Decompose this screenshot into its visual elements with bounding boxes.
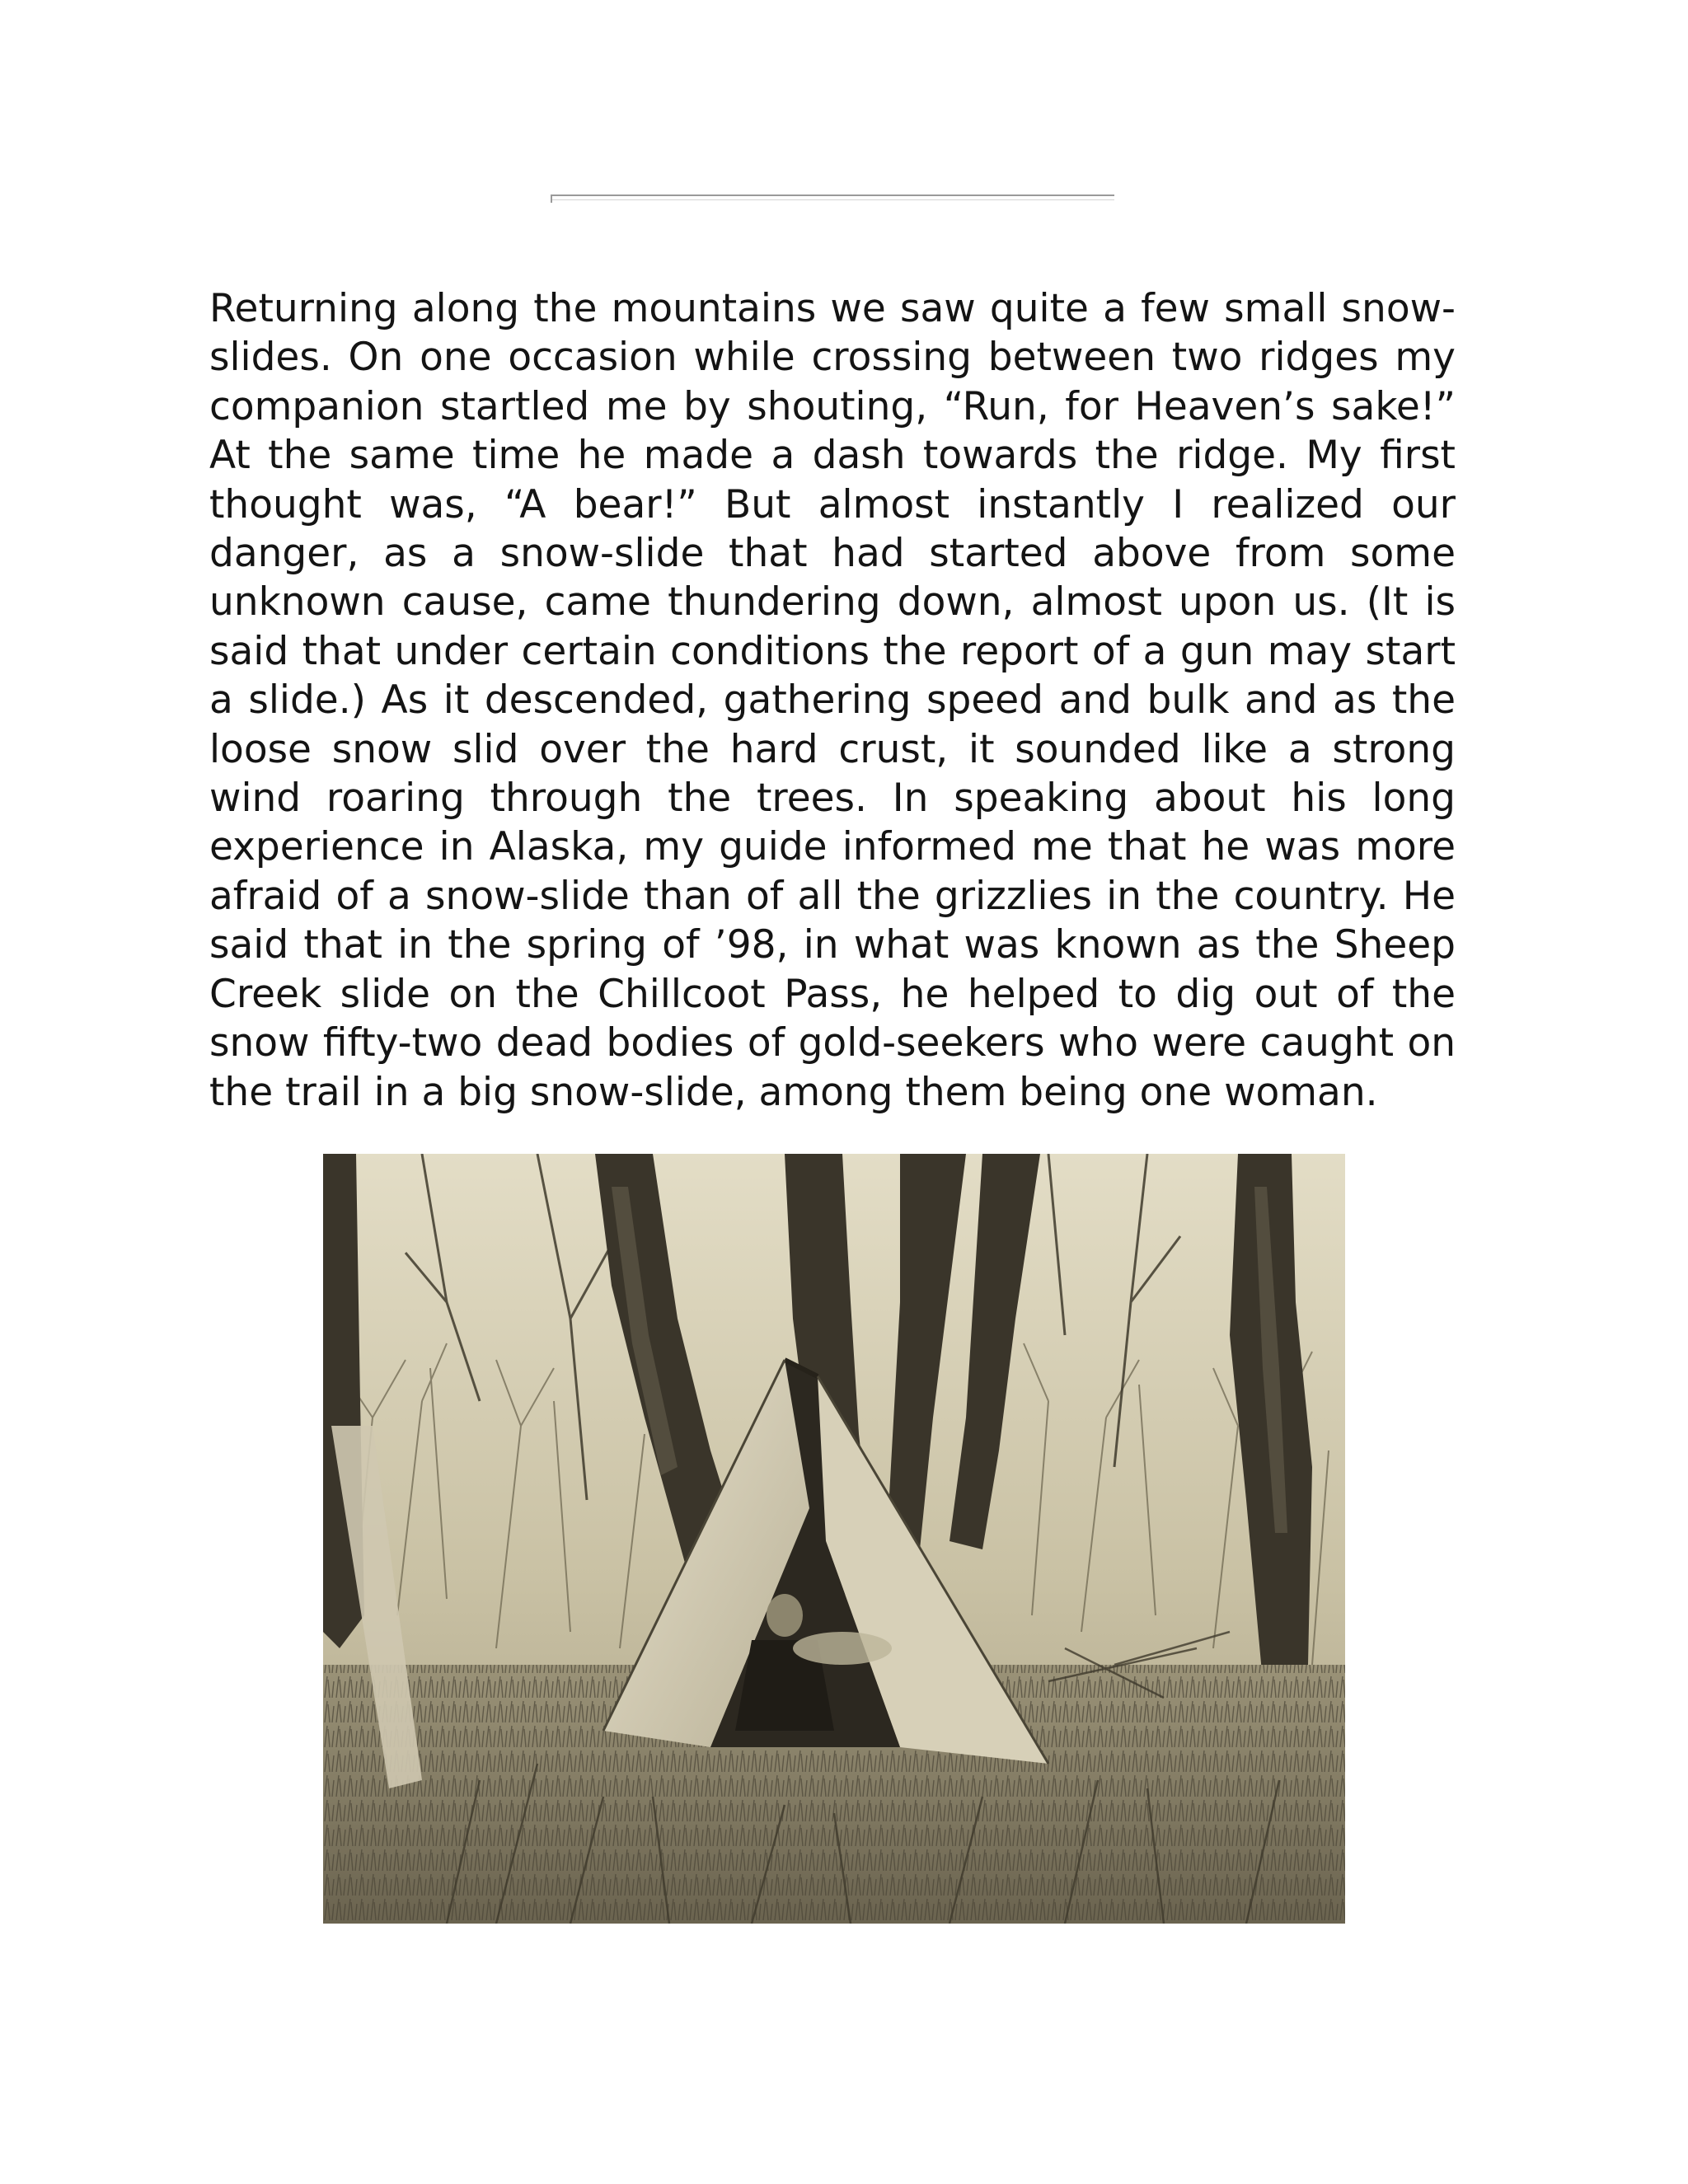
body-paragraph: Returning along the mountains we saw quite a few small snow-slides. On one occasion while crossing between two ridges my companion startled me by shouting, “Run, for Heaven’s sake!” At the same time he made a dash towards the ridge. My first thought was, “A bear!” But almost instantly I realized our danger, as a snow-slide that had started above from some unknown cause, came thundering down, almost upon us. (It is said that under certain conditions the report of a gun may start a slide.) As it descended, gathering speed and bulk and as the loose snow slid over the hard crust, it sounded like a strong wind roaring through the trees. In speaking about his long experience in Alaska, my guide informed me that he was more afraid of a snow-slide than of all the grizzlies in the country. He said that in the spring of ’98, in what was known as the Sheep Creek slide on the Chillcoot Pass, he helped to dig out of the snow fifty-two dead bodies of gold-seekers who were caught on the trail in a big snow-slide, among them being one woman. [209,286,1456,1115]
decorative-rule [551,194,1114,200]
decorative-rule-tick [551,194,552,203]
camp-tent-photograph [323,1154,1345,1924]
